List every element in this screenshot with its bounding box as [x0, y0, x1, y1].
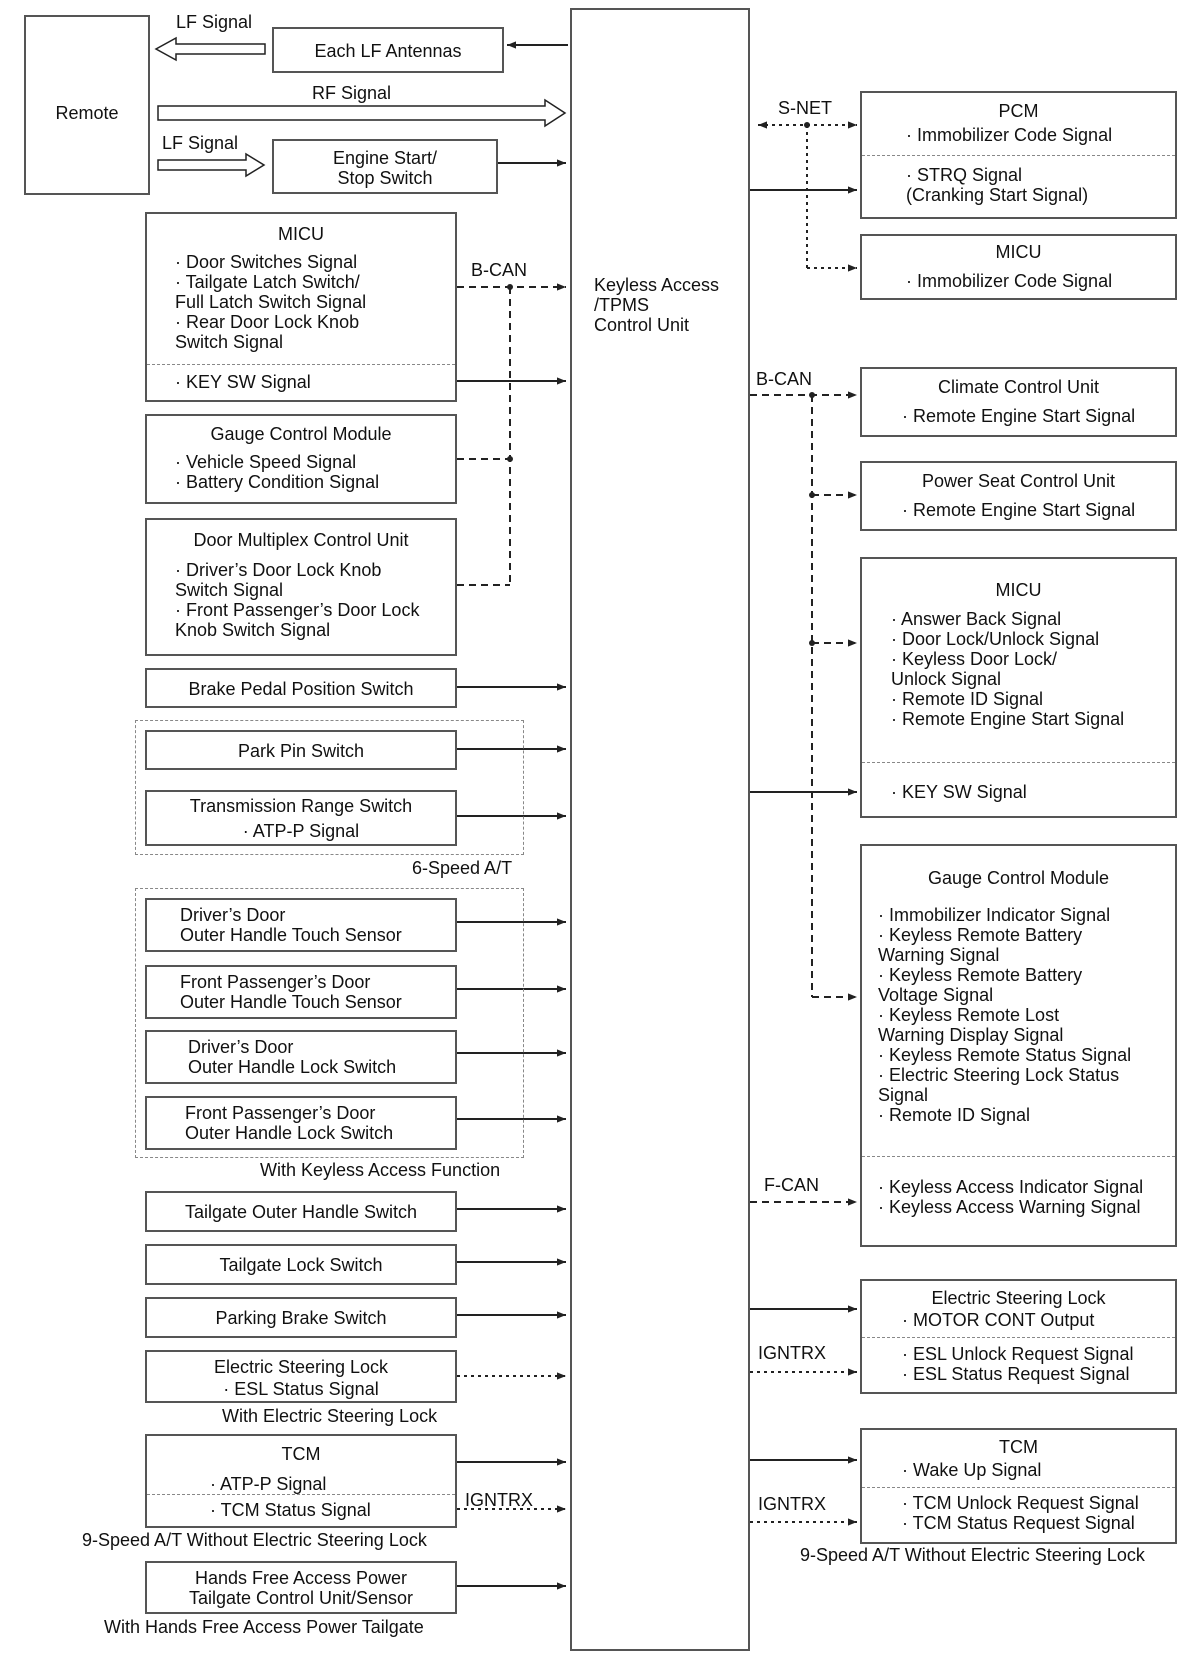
- left-micu-title: MICU: [278, 224, 324, 244]
- trans-range-title: Transmission Range Switch: [189, 796, 413, 816]
- driver-touch-label: Driver’s Door Outer Handle Touch Sensor: [180, 905, 402, 945]
- control-unit-label: Keyless Access /TPMS Control Unit: [594, 275, 720, 335]
- control-unit-box: [570, 8, 750, 1651]
- bcan-left-label: B-CAN: [471, 260, 528, 280]
- front-touch-box: [145, 965, 457, 1019]
- pcm-title: PCM: [998, 101, 1039, 121]
- right-gauge-divider: [862, 1156, 1175, 1157]
- hands-free-label: Hands Free Access Power Tailgate Control Unit/Sensor: [188, 1568, 414, 1608]
- trans-range-signal: · ATP-P Signal: [242, 821, 360, 841]
- tailgate-lock-box: [145, 1244, 457, 1285]
- brake-pedal-label: Brake Pedal Position Switch: [188, 679, 414, 699]
- lf-antennas-label: Each LF Antennas: [314, 41, 462, 61]
- pcm-signal-1: · Immobilizer Code Signal: [906, 125, 1113, 145]
- group-6-speed-label: 6-Speed A/T: [412, 858, 513, 878]
- right-micu-mid-box: [860, 557, 1177, 818]
- lf-signal-arrow-1: [156, 38, 265, 60]
- left-esl-signal: · ESL Status Signal: [223, 1379, 379, 1399]
- group-keyless-label: With Keyless Access Function: [260, 1160, 501, 1180]
- front-touch-label: Front Passenger’s Door Outer Handle Touch Sensor: [180, 972, 402, 1012]
- engine-switch-label: Engine Start/ Stop Switch: [332, 148, 438, 188]
- brake-pedal-box: [145, 668, 457, 708]
- hands-free-box: [145, 1561, 457, 1614]
- left-esl-box: [145, 1350, 457, 1403]
- left-tcm-divider: [147, 1494, 455, 1495]
- igntrx-right-2: IGNTRX: [758, 1494, 827, 1514]
- rf-signal-label: RF Signal: [312, 83, 392, 103]
- right-tcm-divider: [862, 1487, 1175, 1488]
- right-micu-top-title: MICU: [995, 242, 1042, 262]
- right-tcm-signal-2: · TCM Unlock Request Signal · TCM Status Request Signal: [902, 1493, 1139, 1533]
- right-gauge-signals-2: · Keyless Access Indicator Signal · Keyless Access Warning Signal: [878, 1177, 1144, 1217]
- right-micu-top-signal: · Immobilizer Code Signal: [906, 271, 1113, 291]
- right-esl-box: [860, 1279, 1177, 1394]
- igntrx-right-1: IGNTRX: [758, 1343, 827, 1363]
- door-mux-box: [145, 518, 457, 656]
- trans-range-box: [145, 790, 457, 846]
- left-esl-title: Electric Steering Lock: [213, 1357, 389, 1377]
- left-gauge-signals: · Vehicle Speed Signal · Battery Condition Signal: [175, 452, 380, 492]
- left-esl-note: With Electric Steering Lock: [222, 1406, 438, 1426]
- lf-signal-label-1: LF Signal: [176, 12, 253, 32]
- left-micu-box: [145, 212, 457, 402]
- snet-label: S-NET: [778, 98, 832, 118]
- lf-antennas-box: [272, 27, 504, 73]
- lf-signal-label-2: LF Signal: [162, 133, 239, 153]
- right-esl-title: Electric Steering Lock: [931, 1288, 1106, 1308]
- engine-switch-box: [272, 139, 498, 194]
- left-micu-divider: [147, 364, 455, 365]
- power-seat-signal: · Remote Engine Start Signal: [902, 500, 1136, 520]
- right-micu-mid-key-sw: · KEY SW Signal: [891, 782, 1027, 802]
- right-micu-mid-divider: [862, 762, 1175, 763]
- park-pin-label: Park Pin Switch: [237, 741, 365, 761]
- climate-signal: · Remote Engine Start Signal: [902, 406, 1136, 426]
- igntrx-left-2: IGNTRX: [465, 1490, 534, 1510]
- front-lock-box: [145, 1096, 457, 1150]
- right-tcm-title: TCM: [999, 1437, 1038, 1457]
- left-tcm-signal-2: · TCM Status Signal: [210, 1500, 371, 1520]
- door-mux-signals: · Driver’s Door Lock Knob Switch Signal · Front Passenger’s Door Lock Knob Switch Signal: [175, 560, 420, 640]
- right-micu-top-box: [860, 234, 1177, 300]
- climate-box: [860, 367, 1177, 437]
- right-tcm-box: [860, 1428, 1177, 1544]
- right-gauge-box: [860, 844, 1177, 1247]
- right-gauge-title: Gauge Control Module: [927, 868, 1110, 888]
- tailgate-outer-label: Tailgate Outer Handle Switch: [184, 1202, 418, 1222]
- right-micu-mid-signals: · Answer Back Signal · Door Lock/Unlock Signal · Keyless Door Lock/ Unlock Signal · Remote ID Signal · Remote Engine Start Signal: [891, 609, 1125, 729]
- front-lock-label: Front Passenger’s Door Outer Handle Lock Switch: [185, 1103, 394, 1143]
- climate-title: Climate Control Unit: [937, 377, 1100, 397]
- driver-touch-box: [145, 898, 457, 952]
- door-mux-title: Door Multiplex Control Unit: [193, 530, 409, 550]
- power-seat-box: [860, 461, 1177, 531]
- power-seat-title: Power Seat Control Unit: [921, 471, 1116, 491]
- left-tcm-box: [145, 1434, 457, 1528]
- remote-label: Remote: [55, 103, 119, 123]
- left-micu-key-sw: · KEY SW Signal: [175, 372, 311, 392]
- right-gauge-signals: · Immobilizer Indicator Signal · Keyless Remote Battery Warning Signal · Keyless Remote Battery Voltage Signal · Keyless Remote Lost Warning Display Signal · Keyless Remote Status Signal · Electric Steering Lock Status Signal · Remote ID Signal: [878, 905, 1132, 1125]
- left-gauge-box: [145, 414, 457, 504]
- right-esl-signal-2: · ESL Unlock Request Signal · ESL Status Request Signal: [902, 1344, 1134, 1384]
- park-pin-box: [145, 730, 457, 770]
- left-gauge-title: Gauge Control Module: [210, 424, 392, 444]
- tailgate-lock-label: Tailgate Lock Switch: [219, 1255, 383, 1275]
- pcm-box: [860, 91, 1177, 219]
- hands-free-note: With Hands Free Access Power Tailgate: [104, 1617, 424, 1637]
- right-tcm-note: 9-Speed A/T Without Electric Steering Lock: [800, 1545, 1145, 1565]
- left-tcm-title: TCM: [281, 1444, 321, 1464]
- driver-lock-label: Driver’s Door Outer Handle Lock Switch: [188, 1037, 397, 1077]
- left-micu-signals: · Door Switches Signal · Tailgate Latch Switch/ Full Latch Switch Signal · Rear Door Lock Knob Switch Signal: [175, 252, 367, 352]
- pcm-signal-2: · STRQ Signal (Cranking Start Signal): [906, 165, 1089, 205]
- pcm-divider: [862, 155, 1175, 156]
- parking-brake-box: [145, 1297, 457, 1338]
- bcan-right-label: B-CAN: [756, 369, 813, 389]
- parking-brake-label: Parking Brake Switch: [215, 1308, 387, 1328]
- left-tcm-note: 9-Speed A/T Without Electric Steering Lock: [82, 1530, 427, 1550]
- lf-signal-arrow-2: [158, 154, 264, 176]
- left-tcm-signal-1: · ATP-P Signal: [210, 1474, 327, 1494]
- right-esl-signal-1: · MOTOR CONT Output: [902, 1310, 1095, 1330]
- remote-box: [24, 15, 150, 195]
- right-micu-mid-title: MICU: [995, 580, 1042, 600]
- right-tcm-signal-1: · Wake Up Signal: [902, 1460, 1042, 1480]
- driver-lock-box: [145, 1030, 457, 1084]
- right-esl-divider: [862, 1337, 1175, 1338]
- rf-signal-arrow: [158, 100, 565, 126]
- tailgate-outer-box: [145, 1191, 457, 1232]
- fcan-label: F-CAN: [764, 1175, 819, 1195]
